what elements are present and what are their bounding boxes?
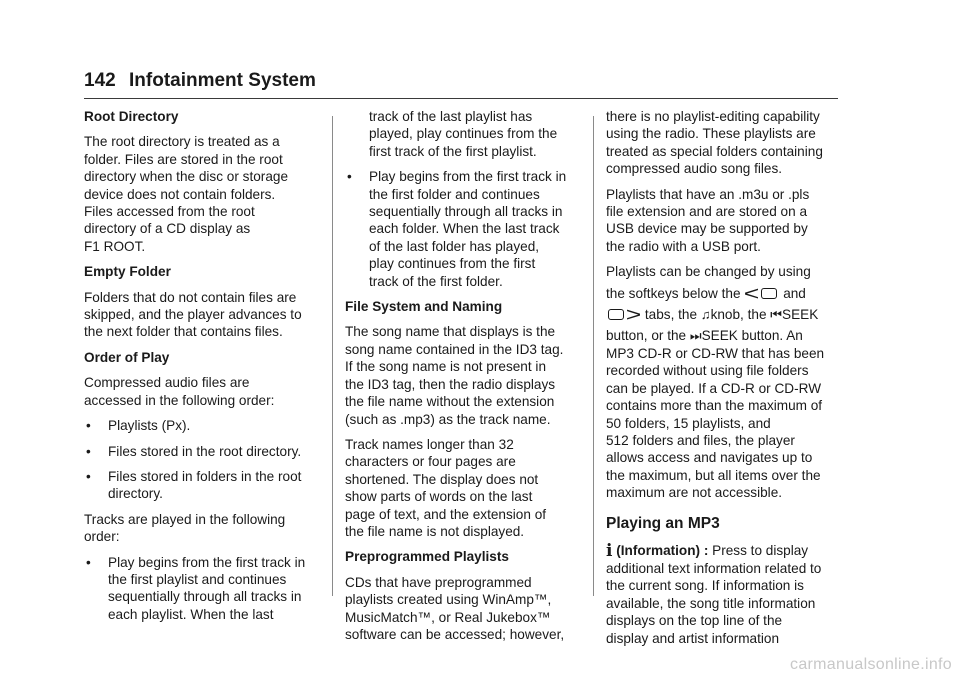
column-2 bbox=[345, 108, 583, 643]
column-3 bbox=[606, 108, 844, 647]
text-line: song name contained in the ID3 tag. bbox=[345, 341, 564, 357]
softkeys-line bbox=[606, 327, 844, 344]
text-line: contains more than the maximum of bbox=[606, 398, 823, 414]
bullet-text bbox=[369, 108, 583, 160]
header-rule bbox=[84, 98, 838, 99]
text-line: accessed in the following order: bbox=[84, 392, 275, 408]
text-line: USB device may be supported by bbox=[606, 221, 808, 237]
text-line: track of the last playlist has bbox=[369, 109, 533, 124]
softkeys-paragraph bbox=[606, 263, 844, 501]
text-line: the current song. If information is bbox=[606, 578, 804, 594]
text-line: allows access and navigates up to bbox=[606, 450, 813, 466]
page-number: 142 bbox=[84, 70, 116, 91]
text-line: available, the song title information bbox=[606, 595, 816, 611]
softkeys-line bbox=[606, 283, 844, 305]
bullet-text bbox=[108, 443, 322, 460]
bullet-continuation bbox=[345, 108, 583, 160]
text-line: folder. Files are stored in the root bbox=[84, 151, 283, 167]
tracks-order-paragraph bbox=[84, 511, 322, 546]
bullet-text bbox=[369, 168, 583, 290]
bullet-item bbox=[84, 468, 322, 503]
text-line: MusicMatch™, or Real Jukebox™ bbox=[345, 609, 551, 625]
column-1 bbox=[84, 108, 322, 623]
bullet-dot: • bbox=[347, 169, 352, 185]
text-line: each playlist. When the last bbox=[108, 606, 274, 622]
text-line: CDs that have preprogrammed bbox=[345, 574, 532, 590]
bullet-dot: • bbox=[86, 443, 91, 459]
text-line: show parts of words on the last bbox=[345, 489, 533, 505]
text-line: displays on the top line of the bbox=[606, 613, 783, 629]
bullet-dot: • bbox=[86, 418, 91, 434]
text-line: Play begins from the first track in bbox=[108, 554, 306, 570]
text-line: 50 folders, 15 playlists, and bbox=[606, 415, 771, 431]
text-line: The song name that displays is the bbox=[345, 324, 556, 340]
text-line: Files stored in the root directory. bbox=[108, 443, 302, 459]
bullet-text bbox=[108, 417, 322, 434]
softkeys-line: Playlists can be changed by using bbox=[606, 264, 811, 280]
text-line: directory of a CD display as bbox=[84, 221, 251, 237]
softkeys-text: button, or the bbox=[606, 328, 687, 344]
chevron-left-icon: < bbox=[744, 283, 760, 305]
file-system-heading: File System and Naming bbox=[345, 299, 503, 315]
seek-back-icon: ⏮ bbox=[770, 307, 782, 323]
text-line: Tracks are played in the following bbox=[84, 511, 286, 527]
text-line: Play begins from the first track in bbox=[369, 169, 567, 185]
text-line: the first folder and continues bbox=[369, 186, 540, 202]
tab-icon bbox=[761, 288, 777, 299]
text-line: each folder. When the last track bbox=[369, 221, 560, 237]
information-line bbox=[606, 542, 844, 560]
text-line: (such as .mp3) as the track name. bbox=[345, 411, 551, 427]
playlist-editing-paragraph bbox=[606, 108, 844, 178]
text-line: device does not contain folders. bbox=[84, 186, 276, 202]
text-line: compressed audio song files. bbox=[606, 161, 783, 177]
text-line: file extension and are stored on a bbox=[606, 204, 808, 220]
bullet-dot: • bbox=[86, 468, 91, 484]
softkeys-text: SEEK button. An bbox=[701, 328, 803, 344]
text-line: shortened. The display does not bbox=[345, 471, 539, 487]
seek-forward-icon: ⏭ bbox=[689, 328, 702, 344]
text-line: directory when the disc or storage bbox=[84, 169, 289, 185]
text-line: recorded without using file folders bbox=[606, 363, 809, 379]
playing-mp3-heading: Playing an MP3 bbox=[606, 514, 720, 532]
information-text: Press to display bbox=[712, 542, 809, 558]
text-line: display and artist information bbox=[606, 630, 780, 646]
text-line: page of text, and the extension of bbox=[345, 506, 547, 522]
text-line: first track of the first playlist. bbox=[369, 143, 537, 159]
text-line: track of the first folder. bbox=[369, 273, 503, 289]
text-line: there is no playlist-editing capability bbox=[606, 109, 820, 124]
empty-folder-heading: Empty Folder bbox=[84, 264, 171, 280]
bullet-dot: • bbox=[86, 554, 91, 570]
playlist-usb-paragraph bbox=[606, 186, 844, 256]
bullet-item bbox=[345, 168, 583, 290]
text-line: the file name without the extension bbox=[345, 394, 555, 410]
root-directory-paragraph bbox=[84, 133, 322, 255]
text-line: F1 ROOT. bbox=[84, 238, 146, 254]
text-line: the ID3 tag, then the radio displays bbox=[345, 376, 556, 392]
text-line: Playlists (Px). bbox=[108, 418, 191, 434]
text-line: MP3 CD-R or CD-RW that has been bbox=[606, 345, 825, 361]
text-line: The root directory is treated as a bbox=[84, 134, 280, 150]
information-icon: i bbox=[606, 540, 613, 561]
text-line: play continues from the first bbox=[369, 256, 536, 272]
text-line: the next folder that contains files. bbox=[84, 324, 283, 340]
empty-folder-paragraph bbox=[84, 289, 322, 341]
text-line: Files stored in folders in the root bbox=[108, 468, 302, 484]
track-names-paragraph bbox=[345, 436, 583, 540]
text-line: characters or four pages are bbox=[345, 454, 516, 470]
information-label: (Information) : bbox=[616, 542, 709, 558]
text-line: sequentially through all tracks in bbox=[369, 204, 563, 220]
text-line: using the radio. These playlists are bbox=[606, 126, 816, 142]
text-line: If the song name is not present in bbox=[345, 359, 547, 375]
chevron-right-icon: > bbox=[625, 305, 642, 327]
text-line: the file name is not displayed. bbox=[345, 523, 525, 539]
softkeys-rest bbox=[606, 345, 844, 502]
text-line: Compressed audio files are bbox=[84, 375, 250, 391]
preprogrammed-playlists-heading: Preprogrammed Playlists bbox=[345, 549, 509, 565]
text-line: the first playlist and continues bbox=[108, 571, 287, 587]
watermark: carmanualsonline.info bbox=[790, 656, 952, 673]
text-line: Files accessed from the root bbox=[84, 204, 255, 220]
text-line: Playlists that have an .m3u or .pls bbox=[606, 186, 810, 202]
bullet-text bbox=[108, 554, 322, 624]
text-line: playlists created using WinAmp™, bbox=[345, 592, 552, 608]
text-line: 512 folders and files, the player bbox=[606, 432, 795, 448]
page-header bbox=[84, 70, 838, 100]
text-line: software can be accessed; however, bbox=[345, 626, 565, 642]
text-line: order: bbox=[84, 529, 120, 545]
text-line: directory. bbox=[108, 486, 163, 502]
root-directory-heading: Root Directory bbox=[84, 109, 179, 124]
softkeys-text: the softkeys below the bbox=[606, 285, 741, 301]
order-of-play-heading: Order of Play bbox=[84, 349, 170, 365]
text-line: skipped, and the player advances to bbox=[84, 307, 302, 323]
softkeys-text: tabs, the bbox=[644, 307, 698, 323]
text-line: maximum are not accessible. bbox=[606, 485, 783, 501]
column-divider-2 bbox=[593, 116, 594, 596]
text-line: the maximum, but all items over the bbox=[606, 467, 821, 483]
text-line: of the last folder has played, bbox=[369, 238, 540, 254]
text-line: the radio with a USB port. bbox=[606, 238, 761, 254]
text-line: Track names longer than 32 bbox=[345, 436, 514, 452]
bullet-item bbox=[84, 443, 322, 460]
file-system-paragraph bbox=[345, 323, 583, 427]
bullet-item bbox=[84, 417, 322, 434]
music-note-icon: ♫ bbox=[700, 307, 711, 323]
text-line: sequentially through all tracks in bbox=[108, 589, 302, 605]
preprogrammed-playlists-paragraph bbox=[345, 574, 583, 644]
text-line: can be played. If a CD-R or CD-RW bbox=[606, 380, 822, 396]
softkeys-text: SEEK bbox=[782, 307, 819, 323]
softkeys-line bbox=[606, 305, 844, 327]
bullet-text bbox=[108, 468, 322, 503]
text-line: Folders that do not contain files are bbox=[84, 289, 297, 305]
information-paragraph bbox=[606, 560, 844, 647]
order-of-play-paragraph bbox=[84, 374, 322, 409]
softkeys-text: knob, the bbox=[710, 307, 767, 323]
text-line: additional text information related to bbox=[606, 560, 822, 576]
softkeys-text: and bbox=[783, 285, 806, 301]
bullet-item bbox=[84, 554, 322, 624]
text-line: played, play continues from the bbox=[369, 126, 558, 142]
tab-icon bbox=[608, 309, 624, 320]
text-line: treated as special folders containing bbox=[606, 143, 823, 159]
column-divider-1 bbox=[332, 116, 333, 596]
section-title: Infotainment System bbox=[129, 70, 316, 91]
